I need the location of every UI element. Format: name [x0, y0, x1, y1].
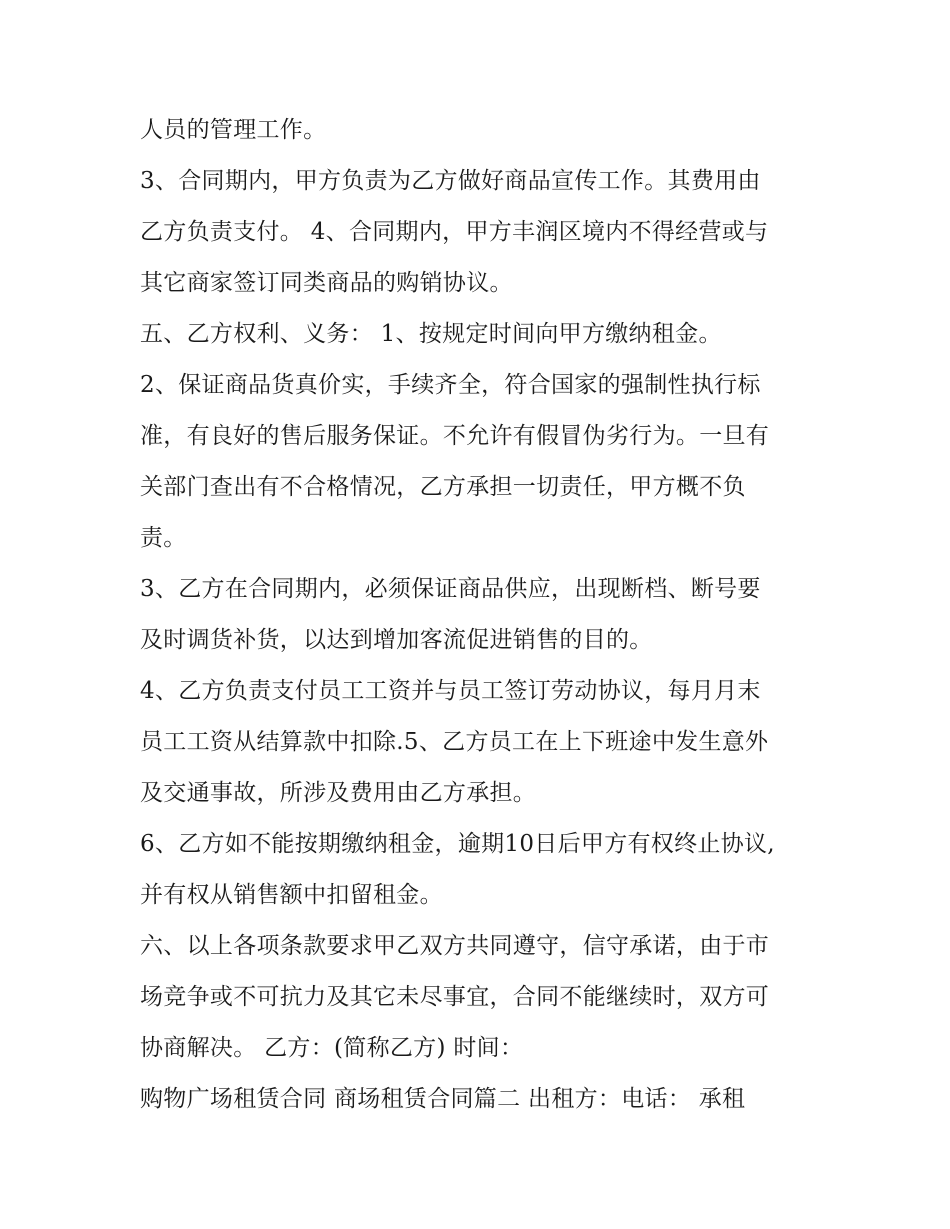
text-line: 场竞争或不可抗力及其它未尽事宜，合同不能继续时，双方可: [140, 984, 770, 1010]
text-line: 及交通事故，所涉及费用由乙方承担。: [140, 780, 537, 806]
text-line: 协商解决。 乙方：(简称乙方) 时间：: [140, 1035, 524, 1061]
text-line: 购物广场租赁合同 商场租赁合同篇二 出租方：电话： 承租: [140, 1086, 746, 1112]
text-line: 4、乙方负责支付员工工资并与员工签订劳动协议，每月月末: [140, 678, 761, 704]
text-line: 责。: [140, 525, 187, 551]
text-line: 人员的管理工作。: [140, 117, 327, 143]
text-line: 准，有良好的售后服务保证。不允许有假冒伪劣行为。一旦有: [140, 423, 770, 449]
text-line: 员工工资从结算款中扣除.5、乙方员工在上下班途中发生意外: [140, 729, 769, 755]
text-line: 六、以上各项条款要求甲乙双方共同遵守，信守承诺，由于市: [140, 933, 770, 959]
text-line: 并有权从销售额中扣留租金。: [140, 882, 443, 908]
text-line: 关部门查出有不合格情况，乙方承担一切责任，甲方概不负: [140, 474, 746, 500]
text-line: 3、乙方在合同期内，必须保证商品供应，出现断档、断号要: [140, 576, 761, 602]
text-line: 其它商家签订同类商品的购销协议。: [140, 270, 513, 296]
text-line: 2、保证商品货真价实，手续齐全，符合国家的强制性执行标: [140, 372, 761, 398]
text-line: 乙方负责支付。 4、合同期内，甲方丰润区境内不得经营或与: [140, 219, 769, 245]
text-line: 6、乙方如不能按期缴纳租金，逾期10日后甲方有权终止协议,: [140, 831, 775, 857]
text-line: 及时调货补货，以达到增加客流促进销售的目的。: [140, 627, 653, 653]
text-line: 3、合同期内，甲方负责为乙方做好商品宣传工作。其费用由: [140, 168, 761, 194]
document-body: [140, 105, 820, 1125]
text-line: 五、乙方权利、义务： 1、按规定时间向甲方缴纳租金。: [140, 321, 722, 347]
